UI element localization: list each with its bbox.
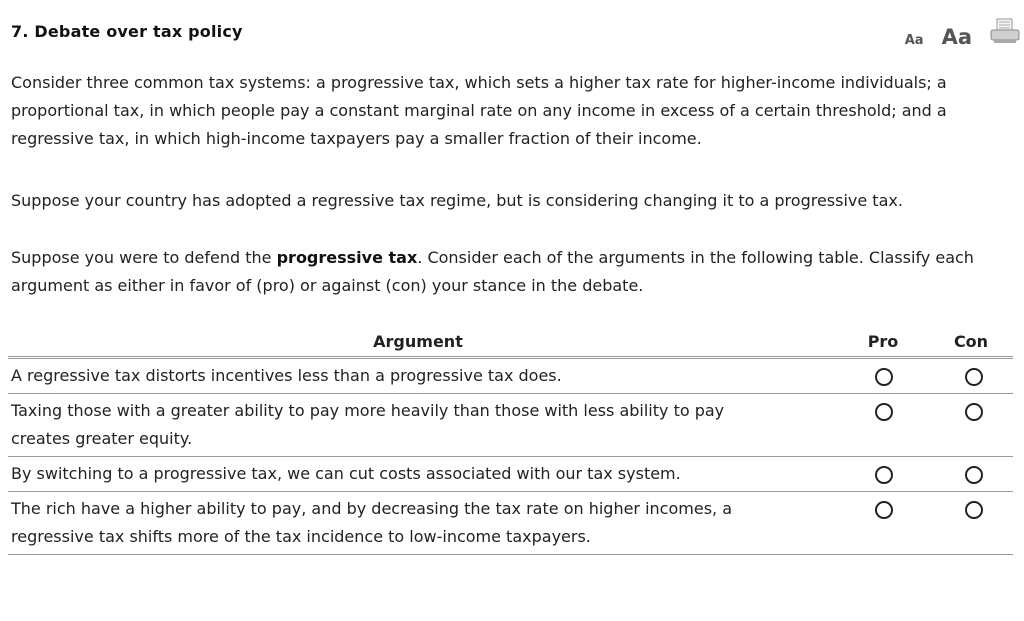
con-radio-button[interactable] — [965, 501, 983, 519]
table-row — [8, 457, 1013, 492]
instructions-text-start: Suppose you were to defend the — [11, 248, 277, 267]
printer-icon — [990, 18, 1020, 44]
table-header — [8, 330, 1013, 359]
pro-radio-button[interactable] — [875, 368, 893, 386]
instructions-emphasis: progressive tax — [276, 248, 418, 267]
con-radio-button[interactable] — [965, 403, 983, 421]
table-row — [8, 492, 1013, 555]
table-row — [8, 359, 1013, 394]
intro-paragraph-instructions — [11, 244, 1011, 300]
print-button[interactable] — [990, 18, 1020, 48]
column-header-con: Con — [953, 332, 989, 351]
argument-text: Taxing those with a greater ability to pay more heavily than those with less ability to pay creates greater equity. — [11, 401, 725, 448]
con-radio-button[interactable] — [965, 466, 983, 484]
table-row — [8, 394, 1013, 457]
pro-radio-button[interactable] — [875, 501, 893, 519]
pro-radio-button[interactable] — [875, 403, 893, 421]
font-size-large-button[interactable]: Aa — [941, 25, 972, 49]
pro-radio-button[interactable] — [875, 466, 893, 484]
intro-paragraph-scenario: Suppose your country has adopted a regressive tax regime, but is considering changing it to a progressive tax. — [11, 191, 903, 210]
font-size-small-button[interactable]: Aa — [904, 33, 924, 48]
question-title: 7. Debate over tax policy — [11, 22, 243, 41]
argument-text: The rich have a higher ability to pay, and by decreasing the tax rate on higher incomes, a regressive tax shifts more of the tax incidence to low-income taxpayers. — [11, 499, 733, 546]
intro-paragraph-tax-systems: Consider three common tax systems: a progressive tax, which sets a higher tax rate for higher-income individuals; a proportional tax, in which people pay a constant marginal rate on any income in excess of a certain threshold; and a regressive tax, in which high-income taxpayers pay a smaller fraction of their income. — [11, 73, 947, 148]
column-header-argument: Argument — [373, 332, 463, 351]
arguments-table — [8, 330, 1013, 555]
argument-text: A regressive tax distorts incentives less than a progressive tax does. — [11, 366, 562, 385]
argument-text: By switching to a progressive tax, we can cut costs associated with our tax system. — [11, 464, 681, 483]
column-header-pro: Pro — [867, 332, 899, 351]
instructions-text-end: . Consider each of the arguments in the following table. Classify each argument as either in favor of (pro) or against (con) your stance in the debate. — [11, 248, 974, 295]
con-radio-button[interactable] — [965, 368, 983, 386]
toolbar — [905, 18, 1020, 48]
